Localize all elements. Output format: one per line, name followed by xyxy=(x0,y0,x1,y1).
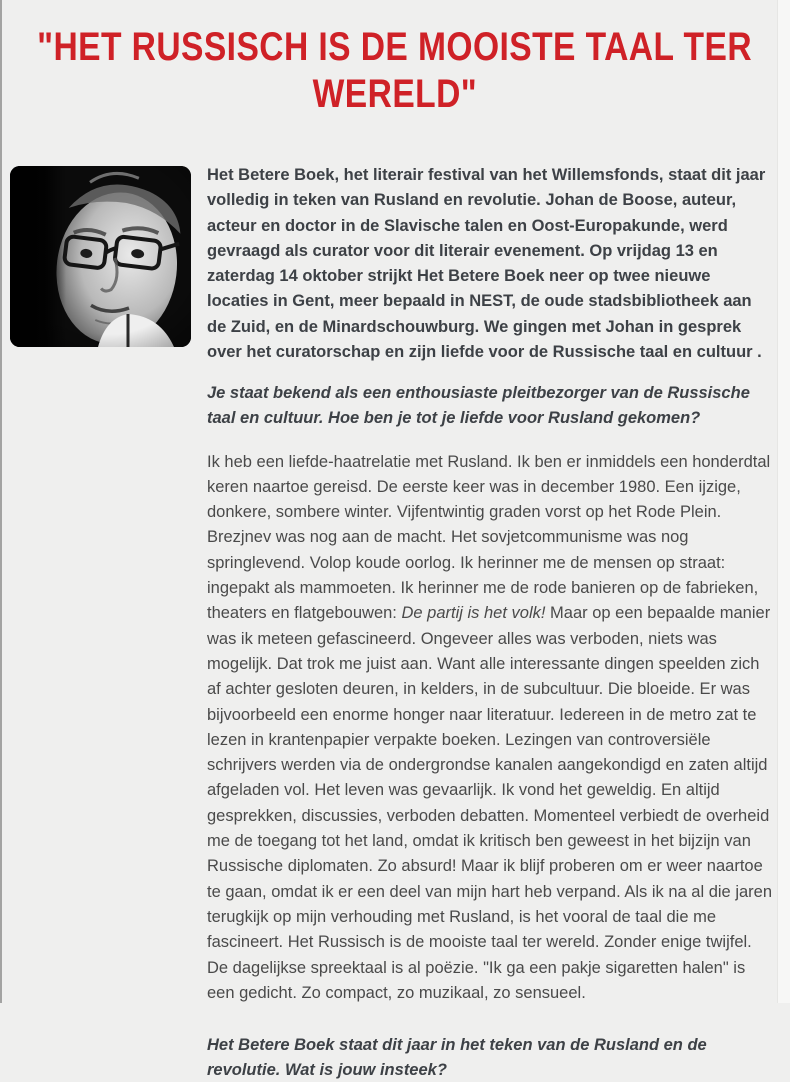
interview-question-2: Het Betere Boek staat dit jaar in het teken van de Rusland en de revolutie. Wat is jouw insteek? xyxy=(207,1036,707,1079)
author-portrait-photo xyxy=(10,166,191,347)
intro-paragraph: Het Betere Boek, het literair festival van het Willemsfonds, staat dit jaar volledig in teken van Rusland en revolutie. Johan de Boose, auteur, acteur en doctor in de Slavische talen en Oost-Europakunde, werd gevraagd als curator voor dit literair evenement. Op vrijdag 13 en zaterdag 14 oktober strijkt Het Betere Boek neer op twee nieuwe locaties in Gent, meer bepaald in NEST, de oude stadsbibliotheek aan de Zuid, en de Minardschouwburg. We gingen met Johan in gesprek over het curatorschap en zijn liefde voor de Russische taal en cultuur . xyxy=(207,166,766,362)
article-title-line-1: "HET RUSSISCH IS DE MOOISTE TAAL TER xyxy=(37,25,753,69)
scrollbar-gutter[interactable] xyxy=(777,0,790,1003)
article-title xyxy=(0,0,790,118)
portrait-illustration xyxy=(10,166,191,347)
article-body xyxy=(207,163,775,1082)
answer-1-text-pre: Ik heb een liefde-haatrelatie met Rusland. Ik ben er inmiddels een honderdtal keren naartoe gereisd. De eerste keer was in december 1980. Een ijzige, donkere, sombere winter. Vijfentwintig graden vorst op het Rode Plein. Brezjnev was nog aan de macht. Het sovjetcommunisme was nog springlevend. Volop koude oorlog. Ik herinner me de mensen op straat: ingepakt als mammoeten. Ik herinner me de rode banieren op de fabrieken, theaters en flatgebouwen: xyxy=(207,452,771,623)
answer-1-italic-phrase: De partij is het volk! xyxy=(401,604,546,623)
interview-answer-1 xyxy=(207,450,775,1007)
page-left-border xyxy=(0,0,2,1003)
article-title-line-2: WERELD" xyxy=(312,72,478,116)
interview-question-1: Je staat bekend als een enthousiaste pleitbezorger van de Russische taal en cultuur. Hoe ben je tot je liefde voor Rusland gekomen? xyxy=(207,384,750,427)
answer-1-text-post: Maar op een bepaalde manier was ik meteen gefascineerd. Ongeveer alles was verboden, niets was mogelijk. Dat trok me juist aan. Want alle interessante dingen speelden zich af achter gesloten deuren, in kelders, in de subcultuur. Die bloeide. Er was bijvoorbeeld een enorme honger naar literatuur. Iedereen in de metro zat te lezen in krantenpapier verpakte boeken. Lezingen van controversiële schrijvers werden via de ondergrondse kanalen aangekondigd en zaten altijd afgeladen vol. Het leven was gevaarlijk. Ik vond het geweldig. En altijd gesprekken, discussies, verboden debatten. Momenteel verbiedt de overheid me de toegang tot het land, omdat ik kritisch ben geweest in het bijzijn van Russische diplomaten. Zo absurd! Maar ik blijf proberen om er weer naartoe te gaan, omdat ik er een deel van mijn hart heb verpand. Als ik na al die jaren terugkijk op mijn verhouding met Rusland, is het vooral de taal die me fascineert. Het Russisch is de mooiste taal ter wereld. Zonder enige twijfel. De dagelijkse spreektaal is al poëzie. "Ik ga een pakje sigaretten halen" is een gedicht. Zo compact, zo muzikaal, zo sensueel. xyxy=(207,604,773,1002)
